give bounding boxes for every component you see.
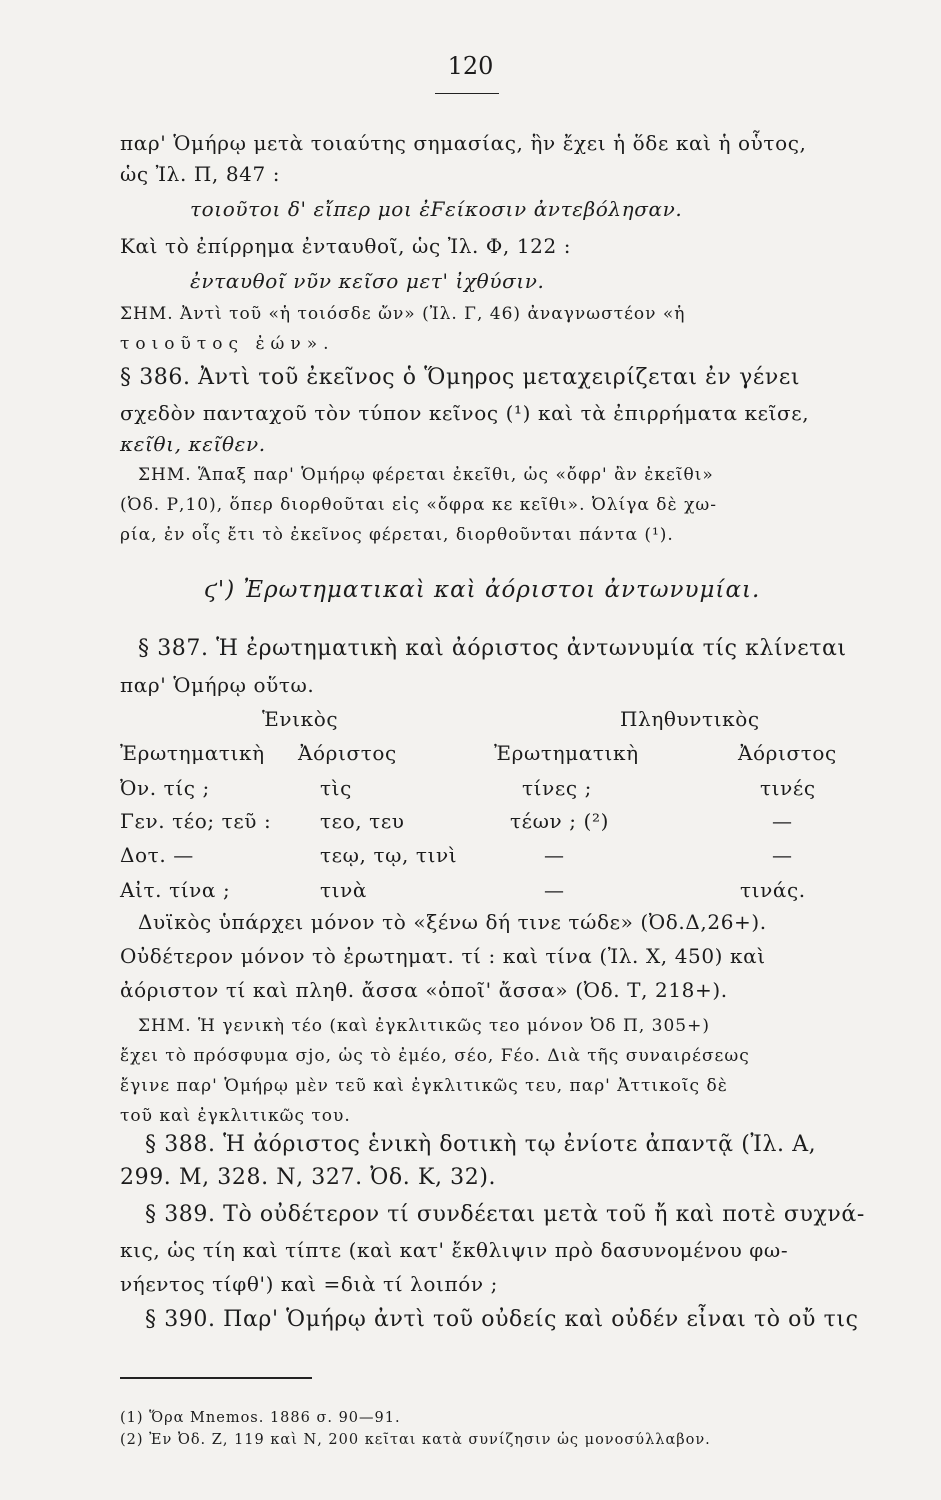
table-header: Ἐρωτηματικὴ bbox=[494, 741, 639, 765]
text-line: ὡς Ἰλ. Π, 847 : bbox=[120, 162, 281, 186]
table-cell: Αἰτ. τίνα ; bbox=[120, 878, 231, 902]
text-line: παρ' Ὁμήρῳ οὕτω. bbox=[120, 673, 315, 697]
table-cell: Δοτ. — bbox=[120, 843, 194, 867]
footnote: (2) Ἐν Ὀδ. Ζ, 119 καὶ Ν, 200 κεῖται κατὰ συνίζησιν ὡς μονοσύλλαβον. bbox=[120, 1432, 711, 1448]
text-line: 299. Μ, 328. Ν, 327. Ὀδ. Κ, 32). bbox=[120, 1165, 497, 1190]
paragraph-387: § 387. Ἡ ἐρωτηματικὴ καὶ ἀόριστος ἀντωνυμία τίς κλίνεται bbox=[138, 636, 847, 661]
table-cell: — bbox=[772, 809, 793, 833]
note-line: ρία, ἐν οἷς ἔτι τὸ ἐκεῖνος φέρεται, διορθοῦνται πάντα (¹). bbox=[120, 525, 674, 545]
table-cell: τεῳ, τῳ, τινὶ bbox=[320, 843, 458, 867]
paragraph-389: § 389. Τὸ οὐδέτερον τί συνδέεται μετὰ τοῦ ἤ καὶ ποτὲ συχνά- bbox=[145, 1202, 865, 1227]
table-cell: τεο, τευ bbox=[320, 809, 405, 833]
text-line: Καὶ τὸ ἐπίρρημα ἐνταυθοῖ, ὡς Ἰλ. Φ, 122 : bbox=[120, 234, 572, 258]
table-header: Ἀόριστος bbox=[738, 741, 837, 765]
table-cell: τὶς bbox=[320, 776, 352, 800]
quote-line: ἐνταυθοῖ νῦν κεῖσο μετ' ἰχθύσιν. bbox=[190, 269, 545, 293]
table-group-singular: Ἑνικὸς bbox=[262, 707, 339, 731]
footnote: (1) Ὅρα Μnemos. 1886 σ. 90—91. bbox=[120, 1410, 401, 1426]
note-line: ΣΗΜ. Ἅπαξ παρ' Ὁμήρῳ φέρεται ἐκεῖθι, ὡς «ὄφρ' ἂν ἐκεῖθι» bbox=[138, 465, 714, 485]
table-header: Ἀόριστος bbox=[298, 741, 397, 765]
note-line: τοῦ καὶ ἐγκλιτικῶς του. bbox=[120, 1106, 351, 1126]
page-number: 120 bbox=[447, 52, 494, 80]
table-cell: — bbox=[544, 878, 565, 902]
table-group-plural: Πληθυντικὸς bbox=[620, 707, 760, 731]
paragraph-386: § 386. Ἀντὶ τοῦ ἐκεῖνος ὁ Ὅμηρος μεταχειρίζεται ἐν γένει bbox=[120, 365, 801, 390]
text-line: παρ' Ὁμήρῳ μετὰ τοιαύτης σημασίας, ἣν ἔχει ἡ ὅδε καὶ ἡ οὗτος, bbox=[120, 131, 807, 155]
text-line: νήεντος τίφθ') καὶ =διὰ τί λοιπόν ; bbox=[120, 1272, 498, 1296]
table-cell: τίνες ; bbox=[522, 776, 592, 800]
table-cell: τινὰ bbox=[320, 878, 367, 902]
note-line: τοιοῦτος ἐών». bbox=[120, 334, 335, 354]
note-line: ἔγινε παρ' Ὁμήρῳ μὲν τεῦ καὶ ἐγκλιτικῶς τευ, παρ' Ἀττικοῖς δὲ bbox=[120, 1076, 728, 1096]
paragraph-390: § 390. Παρ' Ὁμήρῳ ἀντὶ τοῦ οὐδείς καὶ οὐδέν εἶναι τὸ οὔ τις bbox=[145, 1307, 859, 1332]
note-line: ΣΗΜ. Ἡ γενικὴ τέο (καὶ ἐγκλιτικῶς τεο μόνον Ὀδ Π, 305+) bbox=[138, 1016, 710, 1036]
table-cell: τινάς. bbox=[740, 878, 806, 902]
text-line: σχεδὸν πανταχοῦ τὸν τύπον κεῖνος (¹) καὶ τὰ ἐπιρρήματα κεῖσε, bbox=[120, 401, 810, 425]
note-line: ΣΗΜ. Ἀντὶ τοῦ «ἡ τοιόσδε ὤν» (Ἰλ. Γ, 46) ἀναγνωστέον «ἡ bbox=[120, 304, 686, 324]
note-line: ἔχει τὸ πρόσφυμα σjο, ὡς τὸ ἐμέο, σέο, Ϝέο. Διὰ τῆς συναιρέσεως bbox=[120, 1046, 750, 1066]
note-line: (Ὀδ. Ρ,10), ὅπερ διορθοῦται εἰς «ὄφρα κε κεῖθι». Ὀλίγα δὲ χω- bbox=[120, 495, 717, 515]
table-cell: τινές bbox=[760, 776, 816, 800]
text-line: ἀόριστον τί καὶ πληθ. ἄσσα «ὁποῖ' ἄσσα» (Ὀδ. Τ, 218+). bbox=[120, 978, 728, 1002]
footnote-rule bbox=[120, 1377, 312, 1379]
section-heading: ϛ') Ἐρωτηματικαὶ καὶ ἀόριστοι ἀντωνυμίαι. bbox=[204, 577, 761, 603]
text-line: κεῖθι, κεῖθεν. bbox=[120, 432, 266, 456]
table-header: Ἐρωτηματικὴ bbox=[120, 741, 265, 765]
table-cell: — bbox=[544, 843, 565, 867]
text-line: Οὐδέτερον μόνον τὸ ἐρωτηματ. τί : καὶ τίνα (Ἰλ. Χ, 450) καὶ bbox=[120, 944, 766, 968]
paragraph-388: § 388. Ἡ ἀόριστος ἑνικὴ δοτικὴ τῳ ἐνίοτε ἀπαντᾷ (Ἰλ. Α, bbox=[145, 1132, 817, 1157]
table-cell: τέων ; (²) bbox=[510, 809, 609, 833]
table-cell: Ὀν. τίς ; bbox=[120, 776, 210, 800]
page-number-rule bbox=[435, 93, 499, 94]
text-line: Δυϊκὸς ὑπάρχει μόνον τὸ «ξένω δή τινε τώδε» (Ὀδ.Δ,26+). bbox=[138, 910, 767, 934]
table-cell: — bbox=[772, 843, 793, 867]
quote-line: τοιοῦτοι δ' εἴπερ μοι ἐϜείκοσιν ἀντεβόλησαν. bbox=[190, 197, 683, 221]
text-line: κις, ὡς τίη καὶ τίπτε (καὶ κατ' ἔκθλιψιν πρὸ δασυνομένου φω- bbox=[120, 1238, 789, 1262]
table-cell: Γεν. τέο; τεῦ : bbox=[120, 809, 272, 833]
